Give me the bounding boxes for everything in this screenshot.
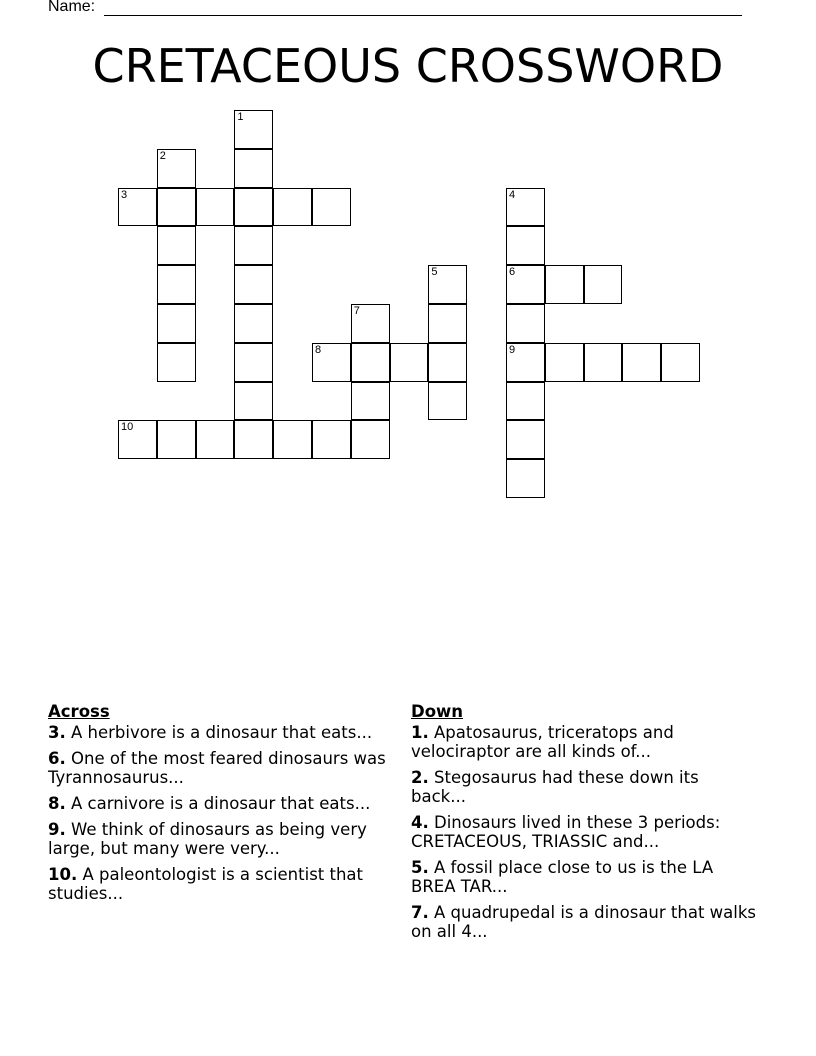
grid-cell[interactable] [273,188,312,227]
grid-cell[interactable] [196,188,235,227]
down-clues [411,702,756,948]
grid-cell[interactable] [234,149,273,188]
grid-cell[interactable] [506,459,545,498]
grid-cell[interactable] [351,382,390,421]
clue-across-8 [48,794,398,813]
grid-cell[interactable] [506,420,545,459]
grid-cell[interactable] [506,343,545,382]
clue-down-1 [411,723,756,761]
clue-down-4 [411,813,756,851]
grid-cell[interactable] [157,343,196,382]
clue-across-6 [48,749,398,787]
grid-cell[interactable] [157,420,196,459]
across-clues [48,702,398,910]
down-heading: Down [411,702,464,721]
grid-cell[interactable] [506,226,545,265]
grid-cell[interactable] [661,343,700,382]
clue-down-7 [411,903,756,941]
clue-number: 1. [411,723,429,742]
cell-number: 3 [121,188,128,201]
grid-cell[interactable] [157,265,196,304]
clue-number: 7. [411,903,429,922]
clue-number: 8. [48,794,66,813]
clue-down-5 [411,858,756,896]
cell-number: 6 [509,266,516,279]
grid-cell[interactable] [234,382,273,421]
clue-down-2 [411,768,756,806]
grid-cell[interactable] [234,188,273,227]
cell-number: 10 [121,421,134,434]
grid-cell[interactable] [234,304,273,343]
cell-number: 8 [315,343,322,356]
page-title: CRETACEOUS CROSSWORD [92,39,724,93]
grid-cell[interactable] [390,343,429,382]
grid-cell[interactable] [234,420,273,459]
grid-cell[interactable] [351,304,390,343]
grid-cell[interactable] [351,343,390,382]
clue-number: 5. [411,858,429,877]
cell-number: 2 [159,149,166,162]
clue-number: 2. [411,768,429,787]
grid-cell[interactable] [157,226,196,265]
grid-cell[interactable] [273,420,312,459]
cell-number: 5 [431,266,438,279]
clue-number: 4. [411,813,429,832]
clue-number: 6. [48,749,66,768]
clue-text: Dinosaurs lived in these 3 periods: CRETACEOUS, TRIASSIC and... [411,813,721,851]
grid-cell[interactable] [312,188,351,227]
grid-cell[interactable] [234,343,273,382]
clue-text: We think of dinosaurs as being very large, but many were very... [48,820,367,858]
clue-text: A paleontologist is a scientist that studies... [48,865,364,903]
grid-cell[interactable] [622,343,661,382]
clue-number: 9. [48,820,66,839]
grid-cell[interactable] [506,304,545,343]
grid-cell[interactable] [506,382,545,421]
clue-text: Apatosaurus, triceratops and velociraptor are all kinds of... [411,723,674,761]
grid-cell[interactable] [196,420,235,459]
grid-cell[interactable] [506,265,545,304]
clue-across-10 [48,865,398,903]
grid-cell[interactable] [545,343,584,382]
grid-cell[interactable] [312,420,351,459]
clue-across-9 [48,820,398,858]
grid-cell[interactable] [428,382,467,421]
grid-cell[interactable] [351,420,390,459]
crossword-grid [0,0,816,520]
clue-text: A quadrupedal is a dinosaur that walks on all 4... [411,903,757,941]
clue-text: A carnivore is a dinosaur that eats... [71,794,371,813]
clue-number: 3. [48,723,66,742]
clue-text: A fossil place close to us is the LA BREA TAR... [411,858,714,896]
grid-cell[interactable] [234,226,273,265]
cell-number: 9 [509,343,516,356]
grid-cell[interactable] [118,420,157,459]
clue-text: A herbivore is a dinosaur that eats... [71,723,373,742]
grid-cell[interactable] [157,149,196,188]
grid-cell[interactable] [118,188,157,227]
grid-cell[interactable] [584,265,623,304]
cell-number: 4 [509,188,516,201]
grid-cell[interactable] [234,265,273,304]
cell-number: 7 [353,305,360,317]
grid-cell[interactable] [234,110,273,149]
clue-text: One of the most feared dinosaurs was Tyrannosaurus... [48,749,386,787]
grid-cell[interactable] [428,343,467,382]
grid-cell[interactable] [545,265,584,304]
name-label: Name: [48,0,96,15]
clue-across-3 [48,723,398,742]
grid-cell[interactable] [506,188,545,227]
grid-cell[interactable] [428,265,467,304]
grid-cell[interactable] [157,188,196,227]
clue-number: 10. [48,865,78,884]
grid-cell[interactable] [428,304,467,343]
cell-number: 1 [237,111,244,123]
clue-text: Stegosaurus had these down its back... [411,768,699,806]
grid-cell[interactable] [312,343,351,382]
grid-cell[interactable] [157,304,196,343]
grid-cell[interactable] [584,343,623,382]
across-heading: Across [48,702,110,721]
